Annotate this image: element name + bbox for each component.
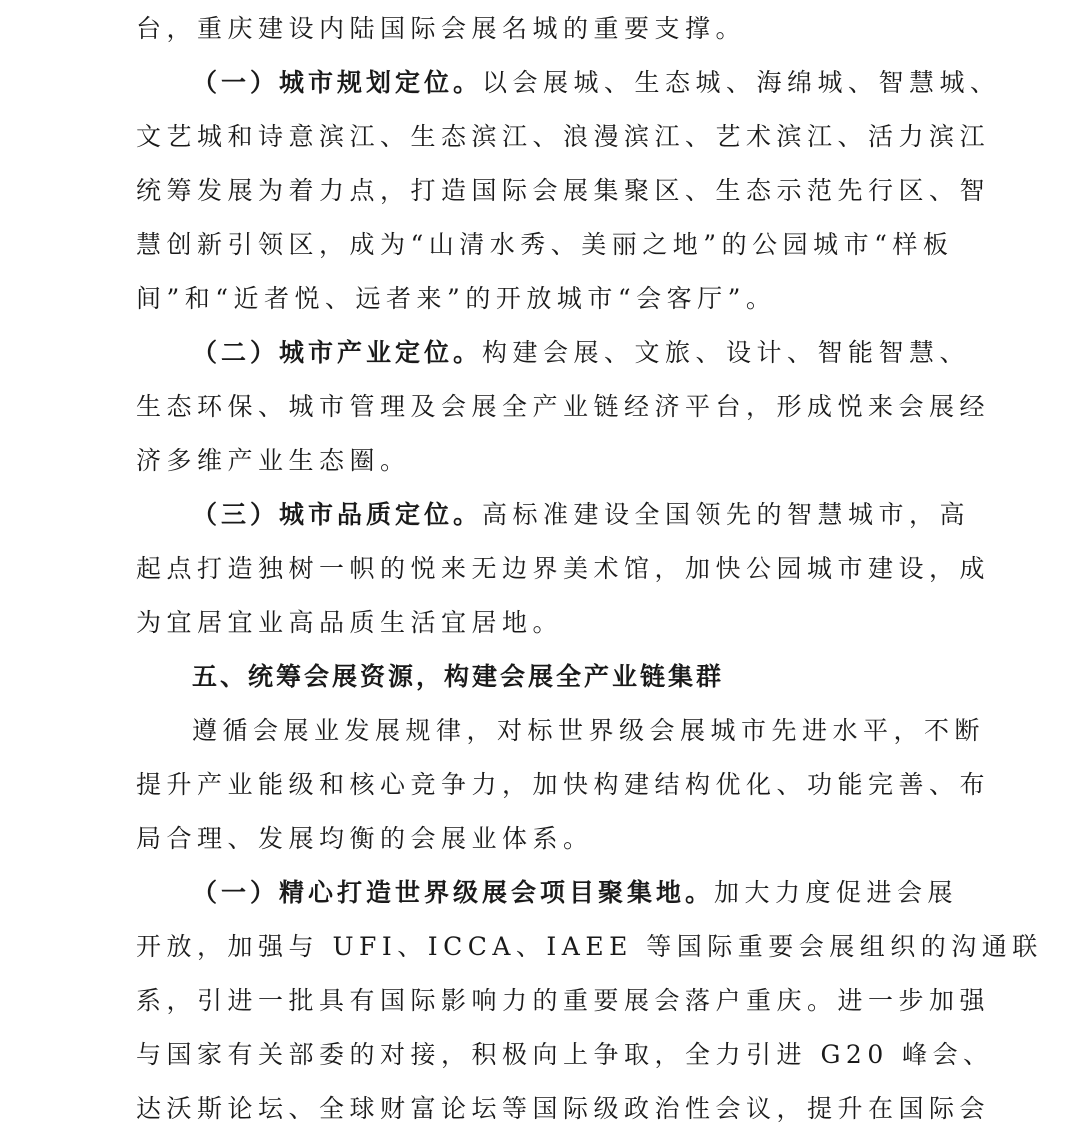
- text-line: 与国家有关部委的对接，积极向上争取，全力引进 G20 峰会、: [136, 1040, 994, 1069]
- section-lead-3: （三）城市品质定位。: [192, 500, 483, 529]
- text-line: 文艺城和诗意滨江、生态滨江、浪漫滨江、艺术滨江、活力滨江: [136, 122, 991, 151]
- text-line: 生态环保、城市管理及会展全产业链经济平台，形成悦来会展经: [136, 392, 991, 421]
- text-line: 间”和“近者悦、远者来”的开放城市“会客厅”。: [136, 284, 777, 313]
- paragraph-industry-chain: [136, 704, 991, 866]
- section-lead-2: （二）城市产业定位。: [192, 338, 483, 367]
- text-line: 慧创新引领区，成为“山清水秀、美丽之地”的公园城市“样板: [136, 230, 954, 259]
- text-line: [136, 488, 971, 542]
- paragraph-industry: [136, 326, 991, 488]
- text-line: 为宜居宜业高品质生活宜居地。: [136, 608, 564, 637]
- paragraph-quality: [136, 488, 991, 650]
- text-line: [136, 866, 959, 920]
- text-run: 高标准建设全国领先的智慧城市，高: [482, 500, 971, 529]
- text-line: 济多维产业生态圈。: [136, 446, 411, 475]
- text-line: 达沃斯论坛、全球财富论坛等国际级政治性会议，提升在国际会: [136, 1094, 991, 1123]
- text-line: [136, 326, 971, 380]
- text-run: 构建会展、文旅、设计、智能智慧、: [482, 338, 971, 367]
- text-line: 开放，加强与 UFI、ICCA、IAEE 等国际重要会展组织的沟通联: [136, 932, 1043, 961]
- section-lead-1: （一）城市规划定位。: [192, 68, 483, 97]
- text-line: 提升产业能级和核心竞争力，加快构建结构优化、功能完善、布: [136, 770, 991, 799]
- paragraph-continued: [136, 2, 936, 56]
- text-line: 起点打造独树一帜的悦来无边界美术馆，加快公园城市建设，成: [136, 554, 991, 583]
- section-lead-5-1: （一）精心打造世界级展会项目聚集地。: [192, 878, 715, 907]
- section-heading-5: 五、统筹会展资源，构建会展全产业链集群: [192, 662, 725, 691]
- document-page: [136, 0, 1043, 1136]
- text-line: [136, 56, 1001, 110]
- text-line: 台，重庆建设内陆国际会展名城的重要支撑。: [136, 14, 747, 43]
- text-line: 统筹发展为着力点，打造国际会展集聚区、生态示范先行区、智: [136, 176, 991, 205]
- text-run: 加大力度促进会展: [714, 878, 959, 907]
- text-run: 以会展城、生态城、海绵城、智慧城、: [482, 68, 1001, 97]
- paragraph-world-class-exhibitions: [136, 866, 1043, 1136]
- text-line: 遵循会展业发展规律，对标世界级会展城市先进水平，不断: [192, 716, 986, 745]
- paragraph-city-planning: [136, 56, 1001, 326]
- text-line: 系，引进一批具有国际影响力的重要展会落户重庆。进一步加强: [136, 986, 991, 1015]
- text-line: 局合理、发展均衡的会展业体系。: [136, 824, 594, 853]
